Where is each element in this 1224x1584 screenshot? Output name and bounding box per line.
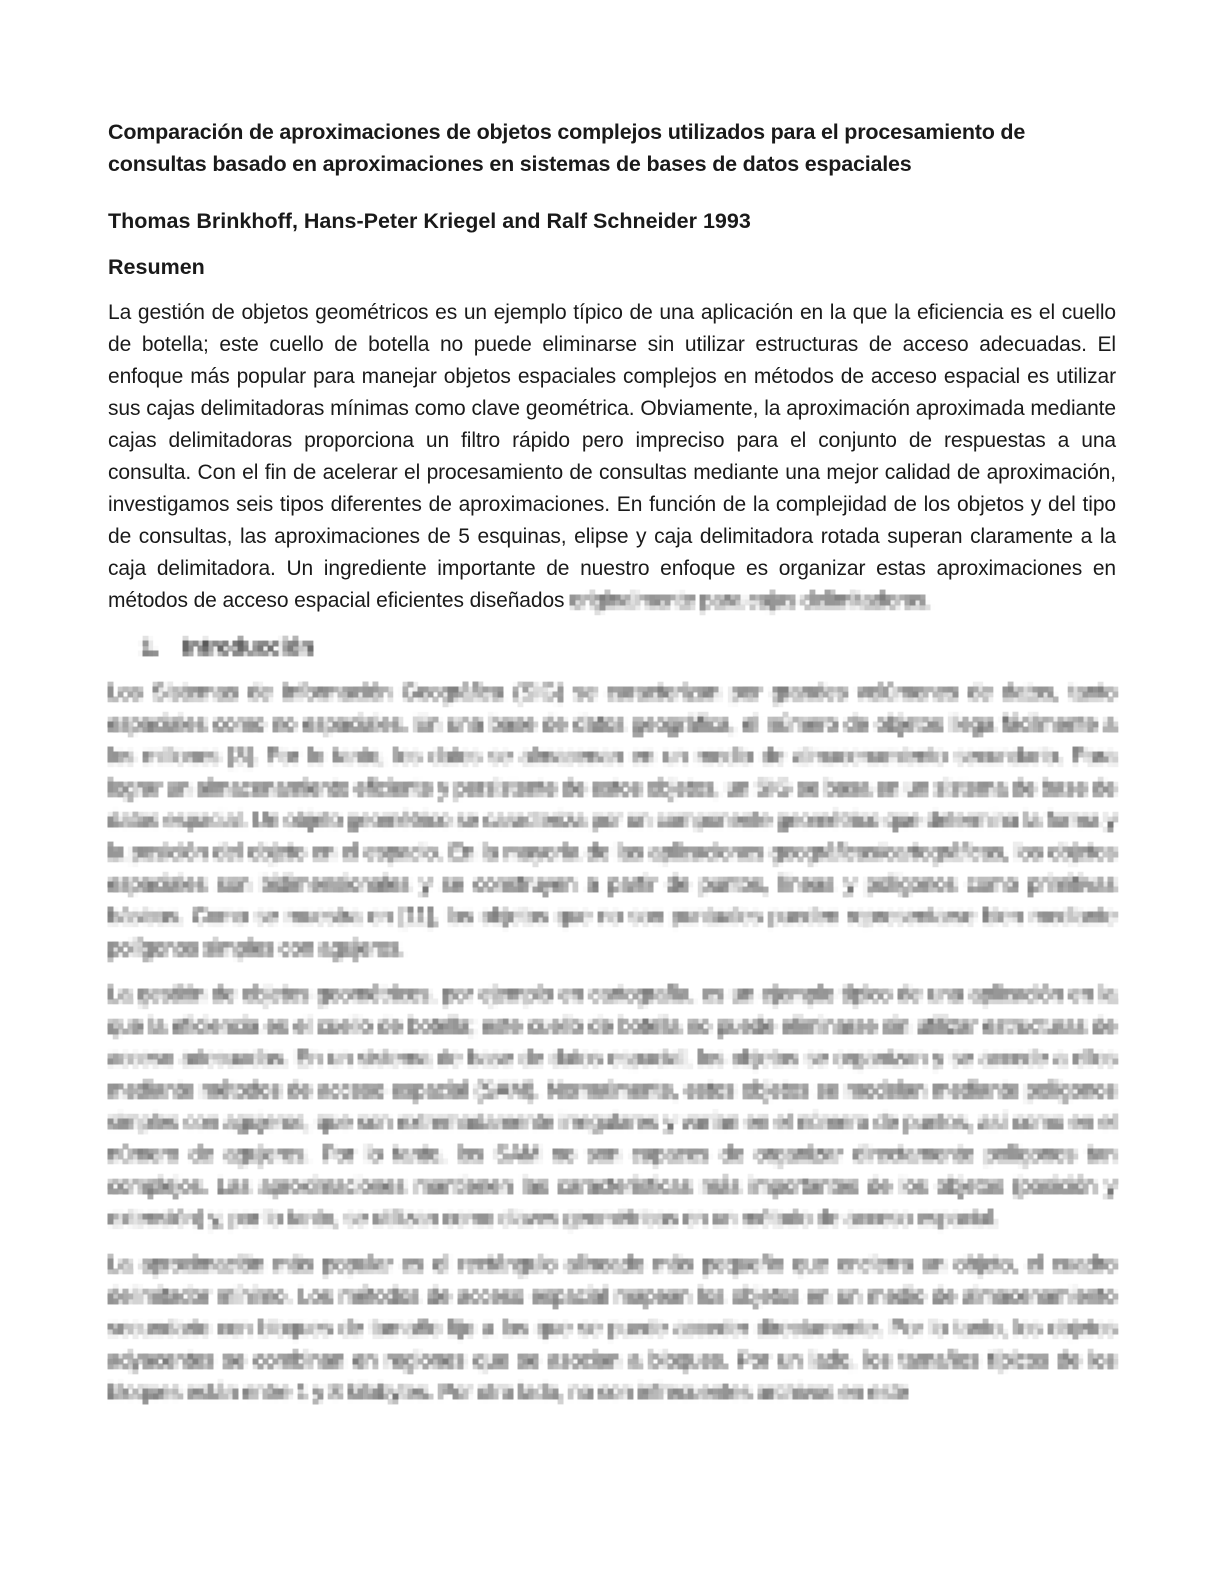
authors-line: Thomas Brinkhoff, Hans-Peter Kriegel and Ralf Schneider 1993 [108, 209, 751, 233]
abstract-blurred-tail: originalmente para cajas delimitadoras. [570, 589, 932, 612]
section-number: 1. [141, 635, 159, 659]
abstract-paragraph [108, 297, 1116, 617]
intro-paragraph-2: La gestión de objetos geométricos, por ejemplo en cartografía, es un ejemplo típico de una aplicación en la que la eficiencia es el cuello de botella; este cuello de botella no puede eliminarse sin utilizar estructuras de acceso adecuadas. En un sistema de base de datos espacial, los objetos se organizan y se accede a ellos mediante métodos de acceso espacial (SAM). Normalmente, estos objetos se modelan mediante polígonos simples con agujeros, que son extremadamente irregulares y varían en el número de puntos, así como en el número de agujeros. Por lo tanto, los SAM no son capaces de organizar directamente polígonos tan complejos. Las aproximaciones mantienen las características más importantes de los objetos (posición y extensión) y, por lo tanto, se utilizan como claves geométricas en un método de acceso espacial. [108, 983, 1116, 1230]
section-title: Introducción [182, 635, 314, 659]
intro-paragraph-3: La aproximación más popular es el rectángulo alineado más pequeño que encierra un objeto, el cuadro delimitador mínimo. Los métodos de acceso espacial mapean los objetos en un medio de almacenamiento secundario con bloques de tamaño fijo a los que se puede acceder directamente. Por lo tanto, los objetos adyacentes se combinan en regiones que se asocian a bloques. Por un lado, los tamaños típicos de los bloques están entre 1 y 8 kilobytes. Por otro lado, no son infrecuentes archivos en este [108, 1253, 1116, 1404]
abstract-heading: Resumen [108, 255, 205, 279]
section-heading-introduction [108, 631, 1116, 663]
intro-paragraph-1: Los Sistemas de Información Geográfica (SIG) se caracterizan por grandes volúmenes de datos, tanto espaciales como no espaciales. En una base de datos geográfica, el número de objetos llega fácilmente a los millones [3]. Por lo tanto, los datos se almacenan en un medio de almacenamiento secundario. Para lograr un almacenamiento eficiente y persistente de estos objetos, un SIG se basa en un sistema de base de datos espacial. Un objeto geométrico se caracteriza por un componente geométrico que determina la forma y la posición del objeto en el espacio. En la mayoría de las aplicaciones geográficas/cartográficas, los objetos espaciales son bidimensionales y se construyen a partir de puntos, líneas y polígonos como primitivas básicas. Como se muestra en [11], los objetos que no son puntuales pueden representarse bien mediante polígonos simples con agujeros. [108, 681, 1116, 960]
abstract-clear-text: La gestión de objetos geométricos es un ejemplo típico de una aplicación en la que la eficiencia es el cuello de botella; este cuello de botella no puede eliminarse sin utilizar estructuras de acceso adecuadas. El enfoque más popular para manejar objetos espaciales complejos en métodos de acceso espacial es utilizar sus cajas delimitadoras mínimas como clave geométrica. Obviamente, la aproximación aproximada mediante cajas delimitadoras proporciona un filtro rápido pero impreciso para el conjunto de respuestas a una consulta. Con el fin de acelerar el procesamiento de consultas mediante una mejor calidad de aproximación, investigamos seis tipos diferentes de aproximaciones. En función de la complejidad de los objetos y del tipo de consultas, las aproximaciones de 5 esquinas, elipse y caja delimitadora rotada superan claramente a la caja delimitadora. Un ingrediente importante de nuestro enfoque es organizar estas aproximaciones en métodos de acceso espacial eficientes diseñados [108, 301, 1116, 612]
document-title: Comparación de aproximaciones de objetos complejos utilizados para el procesamiento de consultas basado en aproximaciones en sistemas de bases de datos espaciales [108, 120, 1026, 176]
